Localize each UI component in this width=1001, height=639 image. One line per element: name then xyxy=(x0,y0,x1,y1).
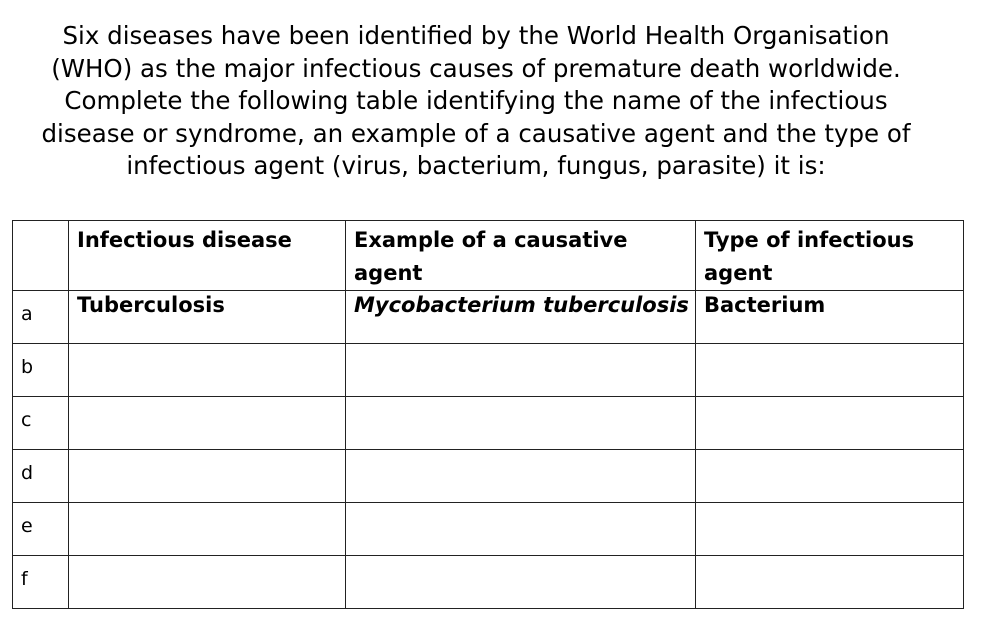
type-cell[interactable] xyxy=(696,503,964,556)
agent-value xyxy=(346,503,695,505)
agent-cell[interactable] xyxy=(346,503,696,556)
type-value: Bacterium xyxy=(704,293,826,317)
header-label: Type of infectious agent xyxy=(704,228,915,285)
table-row xyxy=(13,397,964,450)
header-cell-disease xyxy=(69,221,346,291)
row-label-cell xyxy=(13,397,69,450)
row-label-cell xyxy=(13,503,69,556)
table-header-row xyxy=(13,221,964,291)
type-value xyxy=(696,556,963,558)
type-value xyxy=(696,450,963,452)
disease-cell[interactable] xyxy=(69,344,346,397)
agent-cell[interactable] xyxy=(346,344,696,397)
agent-value xyxy=(346,344,695,346)
row-label: c xyxy=(21,409,32,431)
table-row xyxy=(13,344,964,397)
row-label-cell xyxy=(13,344,69,397)
row-label: b xyxy=(21,356,34,378)
agent-cell[interactable] xyxy=(346,291,696,344)
disease-cell[interactable] xyxy=(69,291,346,344)
header-label: Example of a causative agent xyxy=(354,228,628,285)
row-label: f xyxy=(21,568,28,590)
type-cell[interactable] xyxy=(696,450,964,503)
type-cell[interactable] xyxy=(696,397,964,450)
disease-value xyxy=(69,556,345,558)
agent-cell[interactable] xyxy=(346,397,696,450)
disease-cell[interactable] xyxy=(69,503,346,556)
header-cell-blank xyxy=(13,221,69,291)
agent-value xyxy=(346,556,695,558)
row-label-cell xyxy=(13,556,69,609)
type-cell[interactable] xyxy=(696,344,964,397)
table-row xyxy=(13,556,964,609)
header-cell-agent xyxy=(346,221,696,291)
disease-value xyxy=(69,450,345,452)
agent-value: Mycobacterium tuberculosis xyxy=(354,293,689,317)
agent-value xyxy=(346,397,695,399)
disease-value: Tuberculosis xyxy=(77,293,225,317)
disease-table xyxy=(12,220,964,609)
disease-value xyxy=(69,503,345,505)
row-label-cell xyxy=(13,291,69,344)
table-row xyxy=(13,450,964,503)
header-cell-type xyxy=(696,221,964,291)
row-label-cell xyxy=(13,450,69,503)
agent-value xyxy=(346,450,695,452)
agent-cell[interactable] xyxy=(346,450,696,503)
type-value xyxy=(696,344,963,346)
type-cell[interactable] xyxy=(696,291,964,344)
instructions-line: Complete the following table identifying the name of the infectious xyxy=(64,86,888,115)
row-label: a xyxy=(21,303,33,325)
table-row xyxy=(13,291,964,344)
instructions-line: infectious agent (virus, bacterium, fungus, parasite) it is: xyxy=(126,151,826,180)
disease-value xyxy=(69,344,345,346)
instructions-line: (WHO) as the major infectious causes of premature death worldwide. xyxy=(51,53,901,83)
instructions-line: Six diseases have been identified by the World Health Organisation xyxy=(62,21,890,50)
instructions-line: disease or syndrome, an example of a causative agent and the type of xyxy=(41,118,911,148)
type-value xyxy=(696,503,963,505)
agent-cell[interactable] xyxy=(346,556,696,609)
row-label: e xyxy=(21,515,33,537)
disease-cell[interactable] xyxy=(69,450,346,503)
instructions-text xyxy=(0,20,952,183)
disease-cell[interactable] xyxy=(69,556,346,609)
header-label: Infectious disease xyxy=(77,228,292,252)
table-row xyxy=(13,503,964,556)
header-label xyxy=(13,221,68,224)
type-cell[interactable] xyxy=(696,556,964,609)
row-label: d xyxy=(21,462,34,484)
disease-value xyxy=(69,397,345,399)
disease-cell[interactable] xyxy=(69,397,346,450)
type-value xyxy=(696,397,963,399)
